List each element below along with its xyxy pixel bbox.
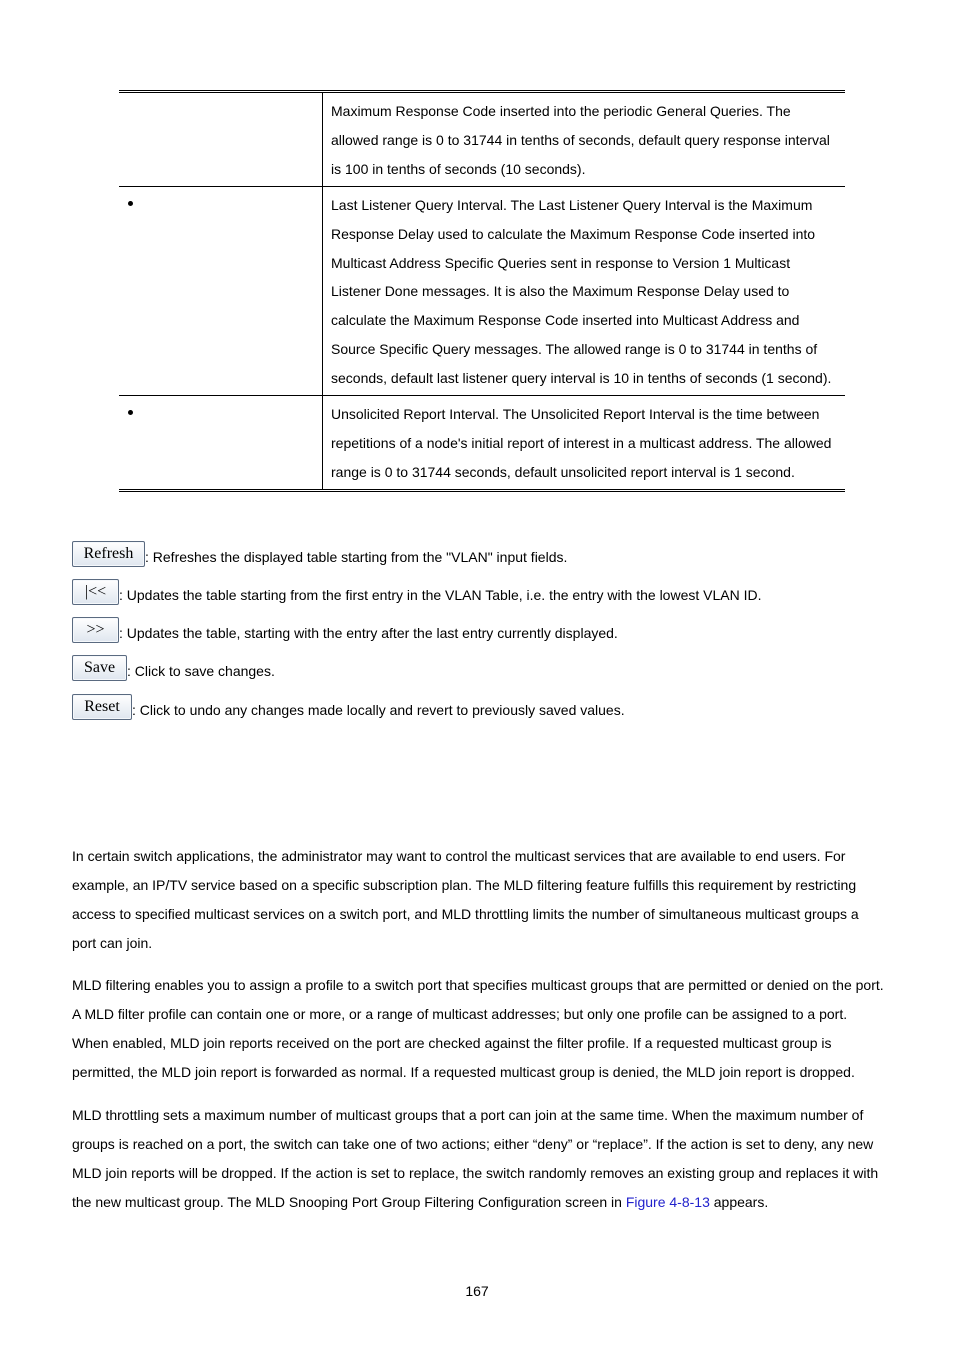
bullet-icon: [128, 410, 133, 415]
button-description: [72, 575, 762, 605]
button-description: [72, 690, 625, 720]
table-row: [119, 92, 845, 187]
button-description: [72, 613, 618, 643]
button-description-text: : Updates the table starting from the first entry in the VLAN Table, i.e. the entry with the lowest VLAN ID.: [119, 587, 762, 603]
save-button[interactable]: Save: [72, 655, 127, 681]
figure-link[interactable]: Figure 4-8-13: [625, 1194, 710, 1210]
page-number: 167: [465, 1283, 489, 1299]
param-name-cell: [119, 186, 323, 395]
first-page-button[interactable]: |<<: [72, 579, 119, 605]
refresh-button[interactable]: Refresh: [72, 541, 145, 567]
paragraph-text: MLD throttling sets a maximum number of multicast groups that a port can join at the same time. When the maximum number of groups is reached on a port, the switch can take one of two actions; either “deny” or “replace”. If the action is set to deny, any new MLD join reports will be dropped. If the action is set to replace, the switch randomly removes an existing group and replaces it with the new multicast group. The MLD Snooping Port Group Filtering Configuration screen in: [72, 1107, 879, 1210]
parameter-table: [119, 90, 845, 492]
param-desc-cell: Maximum Response Code inserted into the periodic General Queries. The allowed range is 0 to 31744 in tenths of seconds, default query response interval is 100 in tenths of seconds (10 seconds).: [331, 103, 830, 177]
paragraph-text: appears.: [709, 1194, 769, 1210]
body-paragraph: [72, 1101, 884, 1217]
next-page-button[interactable]: >>: [72, 617, 119, 643]
button-description-text: : Refreshes the displayed table starting from the "VLAN" input fields.: [145, 549, 568, 565]
param-name-cell: [119, 396, 323, 491]
button-description-text: : Updates the table, starting with the entry after the last entry currently displayed.: [119, 625, 618, 641]
button-description-text: : Click to save changes.: [127, 663, 275, 679]
reset-button[interactable]: Reset: [72, 694, 132, 720]
body-paragraph: In certain switch applications, the administrator may want to control the multicast services that are available to end users. For example, an IP/TV service based on a specific subscription plan. The MLD filtering feature fulfills this requirement by restricting access to specified multicast services on a switch port, and MLD throttling limits the number of simultaneous multicast groups a port can join.: [72, 848, 859, 951]
param-name-cell: [119, 92, 323, 187]
table-row: [119, 396, 845, 491]
button-description: [72, 537, 567, 567]
button-description-text: : Click to undo any changes made locally and revert to previously saved values.: [132, 702, 625, 718]
bullet-icon: [128, 201, 133, 206]
param-desc-cell: Unsolicited Report Interval. The Unsolicited Report Interval is the time between repetitions of a node's initial report of interest in a multicast address. The allowed range is 0 to 31744 seconds, default unsolicited report interval is 1 second.: [323, 396, 846, 491]
param-desc-cell: Last Listener Query Interval. The Last Listener Query Interval is the Maximum Response Delay used to calculate the Maximum Response Code inserted into Multicast Address Specific Queries sent in response to Version 1 Multicast Listener Done messages. It is also the Maximum Response Delay used to calculate the Maximum Response Code inserted into Multicast Address and Source Specific Query messages. The allowed range is 0 to 31744 in tenths of seconds, default last listener query interval is 10 in tenths of seconds (1 second).: [323, 186, 846, 395]
table-row: [119, 186, 845, 395]
body-paragraph: MLD filtering enables you to assign a profile to a switch port that specifies multicast groups that are permitted or denied on the port. A MLD filter profile can contain one or more, or a range of multicast addresses; but only one profile can be assigned to a port. When enabled, MLD join reports received on the port are checked against the filter profile. If a requested multicast group is permitted, the MLD join report is forwarded as normal. If a requested multicast group is denied, the MLD join report is dropped.: [72, 977, 884, 1080]
button-description: [72, 651, 275, 681]
